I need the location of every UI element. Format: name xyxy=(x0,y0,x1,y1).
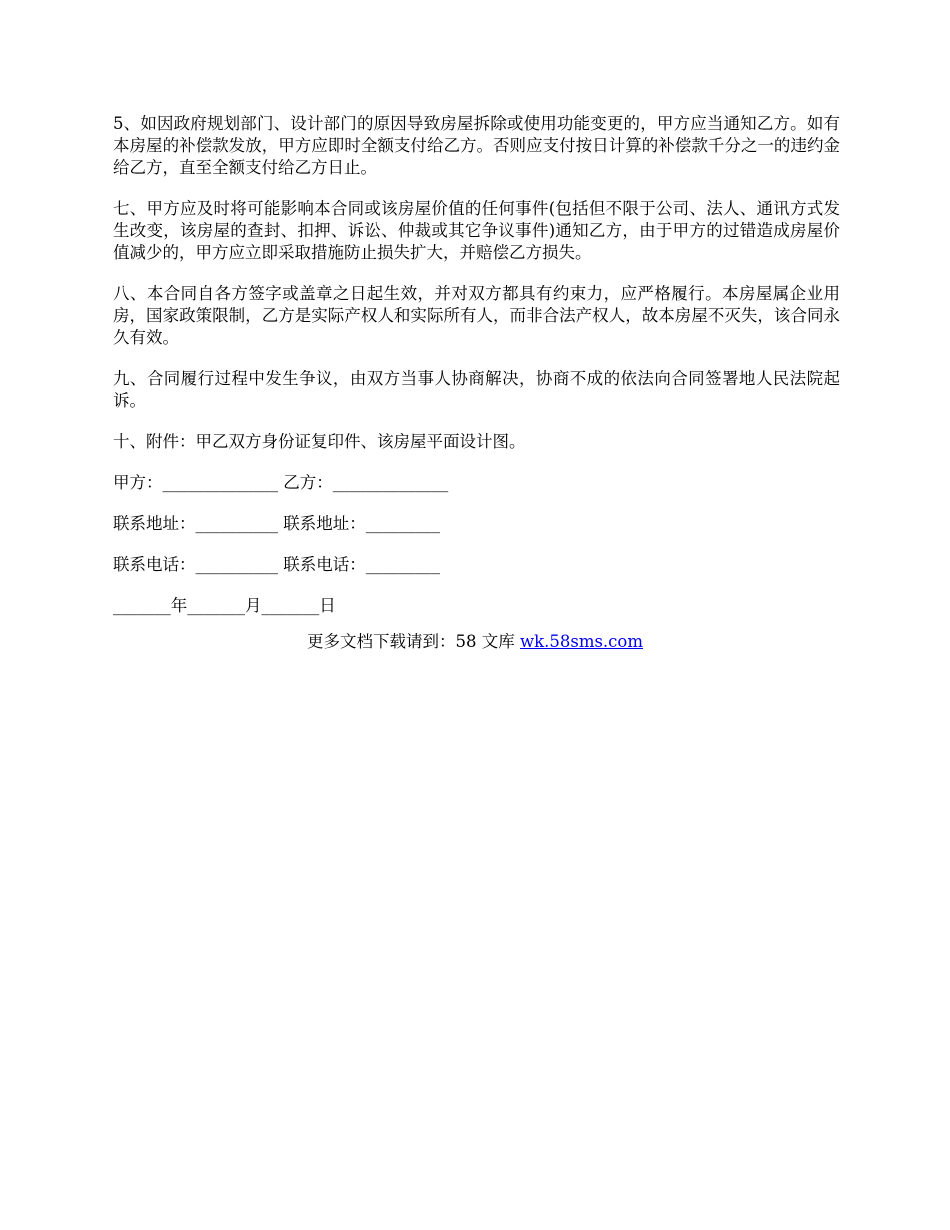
contact-phone-line: 联系电话：__________ 联系电话：_________ xyxy=(113,555,440,574)
footer-text: 更多文档下载请到：58 文库 xyxy=(306,632,520,651)
clause-9: 九、合同履行过程中发生争议，由双方当事人协商解决，协商不成的依法向合同签署地人民法院起诉。 xyxy=(113,369,840,410)
clause-7: 七、甲方应及时将可能影响本合同或该房屋价值的任何事件(包括但不限于公司、法人、通讯方式发生改变，该房屋的查封、扣押、诉讼、仲裁或其它争议事件)通知乙方，由于甲方的过错造成房屋价值减少的，甲方应立即采取措施防止损失扩大，并赔偿乙方损失。 xyxy=(113,199,840,262)
date-line: _______年_______月_______日 xyxy=(113,596,336,615)
party-signature-line: 甲方：______________ 乙方：______________ xyxy=(113,473,449,492)
contact-address-line: 联系地址：__________ 联系地址：_________ xyxy=(113,514,440,533)
document-body xyxy=(113,113,840,636)
clause-10-attachments: 十、附件：甲乙双方身份证复印件、该房屋平面设计图。 xyxy=(113,432,526,451)
clause-5: 5、如因政府规划部门、设计部门的原因导致房屋拆除或使用功能变更的，甲方应当通知乙方。如有本房屋的补偿款发放，甲方应即时全额支付给乙方。否则应支付按日计算的补偿款千分之一的违约金给乙方，直至全额支付给乙方日止。 xyxy=(113,114,840,177)
clause-8: 八、本合同自各方签字或盖章之日起生效，并对双方都具有约束力，应严格履行。本房屋属企业用房，国家政策限制，乙方是实际产权人和实际所有人，而非合法产权人，故本房屋不灭失，该合同永久有效。 xyxy=(113,284,840,347)
footer-link[interactable]: wk.58sms.com xyxy=(519,632,643,651)
download-footer xyxy=(0,631,950,653)
